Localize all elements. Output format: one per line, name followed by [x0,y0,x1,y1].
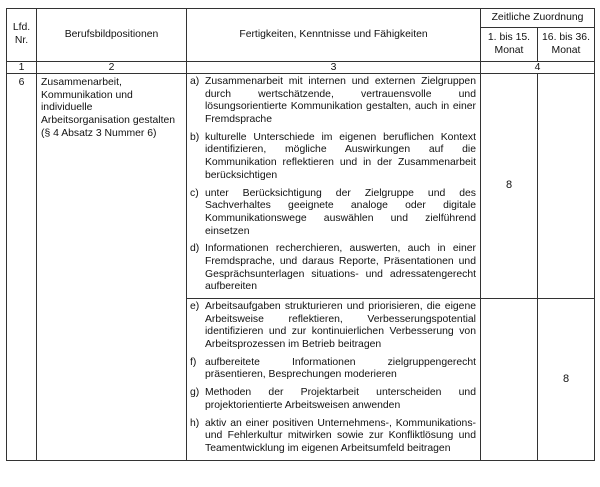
header-lfd-nr: Lfd. Nr. [7,9,37,62]
group-1-months-1-15: 8 [481,74,538,299]
skill-item-d [190,243,476,294]
position-cell [37,74,187,461]
skill-text: Informationen recherchieren, auswerten, auch in einer Fremdsprache, und daraus Reporte, Präsentationen und Gesprächsunterlagen situations- und adressatengerecht aufbereiten [205,243,476,293]
skill-item-c [190,188,476,239]
column-number-2: 2 [37,62,187,74]
skill-text: Zusammenarbeit mit internen und externen Zielgruppen durch wertschätzende, vertrauensvolle und lösungsorientierte Kommunikation gestalten, auch in einer Fremdsprache [205,76,476,126]
group-2-months-1-15 [481,299,538,461]
group-2-months-16-36: 8 [538,299,595,461]
skill-letter: d) [190,243,200,255]
skill-letter: b) [190,131,200,143]
skill-item-h [190,418,476,456]
skills-group-1 [187,74,481,299]
skill-item-a [190,76,476,127]
skill-letter: f) [190,356,197,368]
column-number-4: 4 [481,62,595,74]
skill-letter: g) [190,387,200,399]
skill-text: unter Berücksichtigung der Zielgruppe und des Sachverhaltes geeignete analoge oder digitale Kommunikationswege auswählen und zielführend einsetzen [205,187,476,237]
skill-item-g [190,387,476,412]
row-number: 6 [7,74,37,461]
skill-text: aufbereitete Informationen zielgruppengerecht präsentieren, Besprechungen moderieren [205,356,476,381]
skill-letter: c) [190,187,199,199]
header-zeitliche-zuordnung: Zeitliche Zuordnung [481,9,595,28]
column-number-3: 3 [187,62,481,74]
skill-letter: e) [190,301,200,312]
curriculum-table [6,8,595,461]
skill-text: kulturelle Unterschiede im eigenen beruflichen Kontext identifizieren, mögliche Auswirkungen auf die Kommunikation reflektieren und in der Zusammenarbeit berücksichtigen [205,131,476,181]
header-month-16-36: 16. bis 36. Monat [538,28,595,62]
skills-group-2 [187,299,481,461]
position-title: Zusammenarbeit, Kommunikation und individuelle Arbeitsorganisation gestalten [41,77,176,127]
header-month-1-15: 1. bis 15. Monat [481,28,538,62]
skill-letter: h) [190,417,200,429]
skill-letter: a) [190,76,200,87]
skill-text: Methoden der Projektarbeit unterscheiden und projektorientierte Arbeitsweisen anwenden [205,387,476,411]
skill-text: Arbeitsaufgaben strukturieren und priorisieren, die eigene Arbeitsweise reflektieren, Verbesserungspotential identifizieren und zur kontinuierlichen Verbesserung von Arbeitsprozessen im Betrieb beitragen [205,301,476,351]
skill-item-b [190,132,476,183]
skill-item-e [190,301,476,352]
position-reference: (§ 4 Absatz 3 Nummer 6) [41,127,157,139]
skill-text: aktiv an einer positiven Unternehmens-, Kommunikations- und Fehlerkultur mitwirken sowie zur Konfliktlösung und Teamentwicklung im eigenen Arbeitsumfeld beitragen [205,417,476,454]
skill-item-f [190,357,476,382]
column-number-1: 1 [7,62,37,74]
header-berufsbildpositionen: Berufsbildpositionen [37,9,187,62]
header-fertigkeiten: Fertigkeiten, Kenntnisse und Fähigkeiten [187,9,481,62]
group-1-months-16-36 [538,74,595,299]
